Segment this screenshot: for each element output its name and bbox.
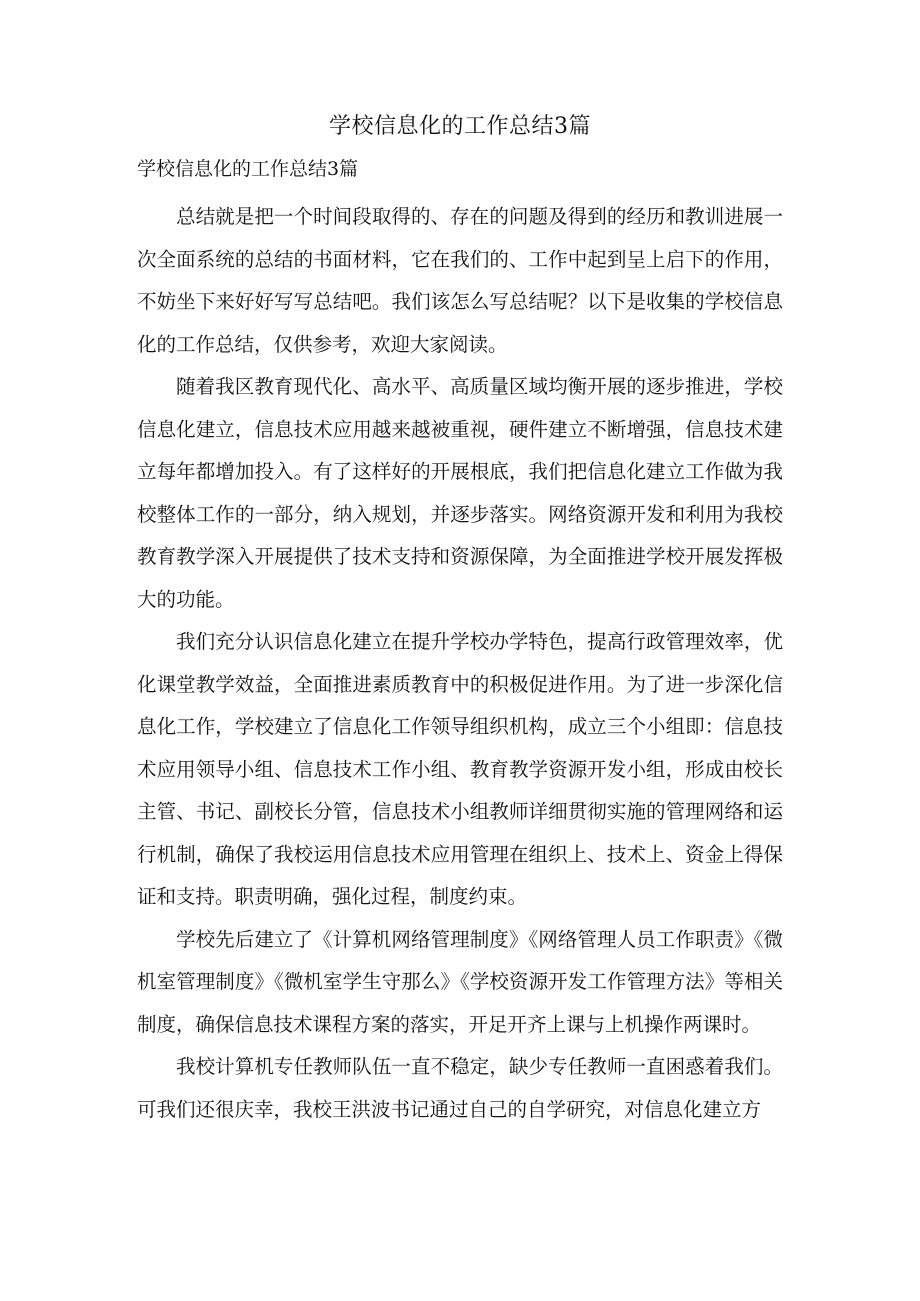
document-title: 学校信息化的工作总结3篇 (329, 114, 591, 139)
paragraph: 我校计算机专任教师队伍一直不稳定，缺少专任教师一直困惑着我们。可我们还很庆幸，我校王洪波书记通过自己的自学研究，对信息化建立方 (137, 1055, 783, 1121)
paragraph: 学校先后建立了《计算机网络管理制度》《网络管理人员工作职责》《微机室管理制度》《微机室学生守那么》《学校资源开发工作管理方法》等相关制度，确保信息技术课程方案的落实，开足开齐上课与上机操作两课时。 (137, 927, 783, 1036)
document-body (137, 196, 783, 1131)
document-subtitle: 学校信息化的工作总结3篇 (137, 158, 359, 180)
paragraph: 我们充分认识信息化建立在提升学校办学特色，提高行政管理效率，优化课堂教学效益，全面推进素质教育中的积极促进作用。为了进一步深化信息化工作，学校建立了信息化工作领导组织机构，成立三个小组即：信息技术应用领导小组、信息技术工作小组、教育教学资源开发小组，形成由校长主管、书记、副校长分管，信息技术小组教师详细贯彻实施的管理网络和运行机制，确保了我校运用信息技术应用管理在组织上、技术上、资金上得保证和支持。职责明确，强化过程，制度约束。 (137, 630, 783, 908)
paragraph: 总结就是把一个时间段取得的、存在的问题及得到的经历和教训进展一次全面系统的总结的书面材料，它在我们的、工作中起到呈上启下的作用，不妨坐下来好好写写总结吧。我们该怎么写总结呢？以下是收集的学校信息化的工作总结，仅供参考，欢迎大家阅读。 (137, 205, 783, 356)
paragraph: 随着我区教育现代化、高水平、高质量区域均衡开展的逐步推进，学校信息化建立，信息技术应用越来越被重视，硬件建立不断增强，信息技术建立每年都增加投入。有了这样好的开展根底，我们把信息化建立工作做为我校整体工作的一部分，纳入规划，并逐步落实。网络资源开发和利用为我校教育教学深入开展提供了技术支持和资源保障，为全面推进学校开展发挥极大的功能。 (137, 375, 783, 611)
